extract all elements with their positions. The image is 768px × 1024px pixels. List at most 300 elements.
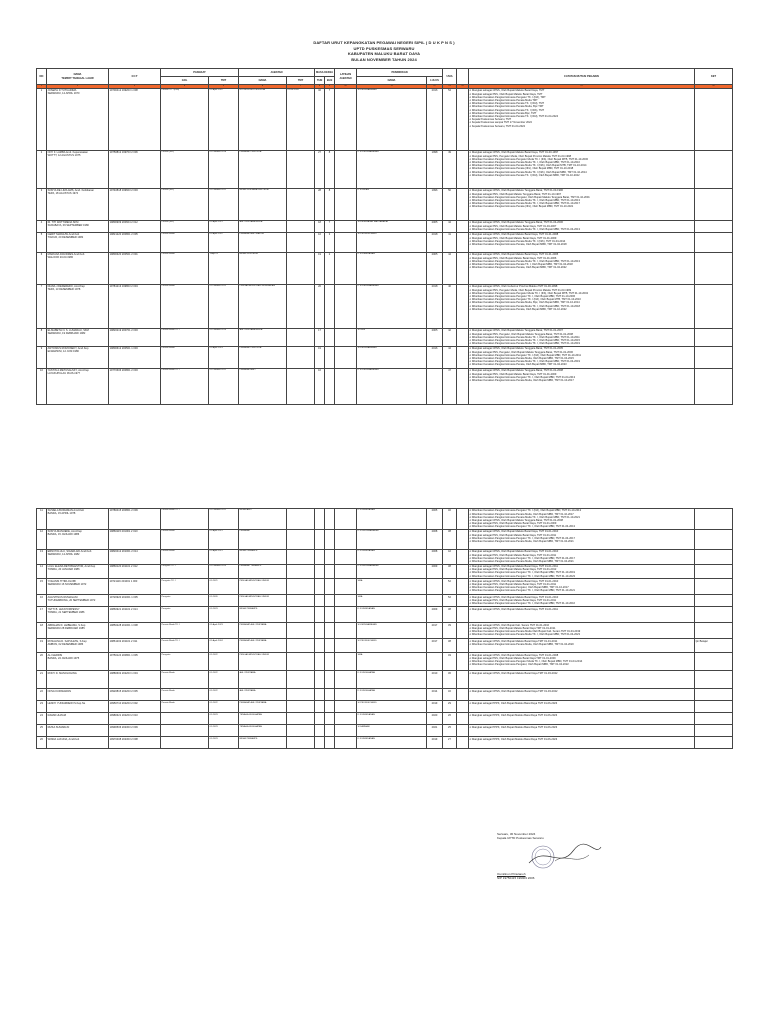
cell-no: 17 [37,607,47,623]
column-number: 15 [469,85,695,89]
cell-gol [161,713,209,725]
catatan-item: o Diangkat sebagai CPNS, Oleh Bupati Maluku Barat Daya TMT 01-03-2022 [470,690,694,693]
catatan-item: o Diberikan Kenaikan Pangkat Istimewa Penata Muda, Oleh Bupati MBD, TMT 01-04-2021 [470,560,694,563]
title-line-4: BULAN NOVEMBER TAHUN 2024 [351,56,417,62]
catatan-item: o Diangkat sebagai PNS, Pengatur, Oleh Bupati Maluku Tenggara Barat, TMT 01-01-2006 [470,351,694,354]
personnel-table-top [36,68,733,405]
cell-catatan [469,737,695,749]
cell-pendidikan: SI SKM [357,329,427,347]
cell-usia: 44 [443,221,457,233]
cell-thn [315,653,325,671]
cell-tmt: 01-Oktober-2019 [209,329,239,347]
cell-thn: 16 [315,233,325,253]
cell-jabatan: PERAWAT TERAMPIL [239,564,287,579]
cell-jabatan: PERAWAT PENYELIA [239,347,287,369]
catatan-item: o Diangkat sebagai PPPK, Oleh Bupati Maluku Barat Daya TMT 01-06-2023 [470,738,694,741]
catatan-item: o Diangkat sebagai CPNS, Oleh Bupati Maluku Barat Daya TMT 01-01-2011 [470,640,694,643]
table-row [37,639,733,653]
cell-bln [325,639,335,653]
cell-pendidikan: D III KESEHATAN [357,689,427,701]
cell-bln [325,713,335,725]
catatan-item: o Diberikan Kenaikan Pangkat Istimewa Pengatur TK. I, Oleh Bupati MBD, TMT 01-04-2017 [470,537,694,540]
catatan-item: o Diberikan Kenaikan Pangkat Istimewa Penata TK. I (III/d), TMT 01-04-2024 [470,115,694,118]
table-row [37,623,733,639]
catatan-item: o Diangkat sebagai PNS, Oleh Bupati Maluku Barat Daya TMT 01-01-2009 [470,657,694,660]
cell-catatan [469,151,695,189]
cell-spacer [457,701,469,713]
cell-nama-ttl: SERWARU 28 FEBRUARI 1985 [47,626,85,630]
catatan-item: o Diberikan Kenaikan Pangkat Istimewa Penata Muda TK. I, Oleh Bupati MBD, TMT 01-10-2017 [470,202,694,205]
cell-lulus: 2010 [427,671,443,689]
cell-nip: 19980321 202203 2 010 [109,713,161,725]
cell-jabatan: AHLI PERTAMA MUDA [239,221,287,233]
cell-jabatan: BIDAN TERAMPIL [239,737,287,749]
catatan-item: o Diberikan Kenaikan Pangkat Istimewa Pengatur TK. I (II/d), Oleh Bupati MBD, TMT 01-10-2011 [470,354,694,357]
catatan-item: o Diberikan Kenaikan Pangkat Istimewa Penata Muda TK. I (III/b), TMT 01-04-2014 [470,240,694,243]
catatan-item: o Diangkat sebagai CPNS, Oleh Bupati Maluku Barat Daya, TMT [470,89,694,92]
signature-nip: NIP 19750415 199903 2006 [497,876,535,880]
cell-catatan [469,725,695,737]
catatan-item: o Diangkat sebagai PNS, Pengatur Muda, Oleh Bupati Provinsi Maluku TMT 01-03-1999 [470,289,694,292]
col-header-nama-pendidikan: NAMA [357,77,427,85]
cell-tmt-jabatan [287,653,315,671]
cell-nama [47,607,109,623]
col-header-spacer [457,69,469,85]
cell-nama [47,653,109,671]
cell-nama-name: DIANA J.DEDEREDO, Amd.Kep [47,285,85,289]
cell-nama-name: ALI GERRIS [47,653,63,657]
catatan-item: o Diangkat sebagai PNS, Pengatur Muda, Oleh Bupati Provinsi Maluku TMT 01-03-1998 [470,155,694,158]
catatan-item: o Diangkat sebagai CPNS, Oleh Bupati Maluku Tenggara Barat, TMT 01-01-2005 [470,347,694,350]
cell-bln [325,623,335,639]
cell-no: 11 [37,509,47,530]
cell-catatan [469,550,695,565]
cell-tmt-jabatan [287,564,315,579]
cell-spacer [457,623,469,639]
cell-jabatan: BIDAN PENYELIA [239,253,287,285]
cell-bln: 8 [325,189,335,221]
cell-spacer [457,221,469,233]
col-header-tmt-jabatan: TMT [287,77,315,85]
cell-nip: 19860921 201101 2 014 [109,607,161,623]
cell-nama-name: WINDA LAKUNA, Amd.Keb [47,737,80,741]
cell-thn [315,623,325,639]
catatan-item: o Diangkat sebagai PNS, Oleh Bupati Maluku Barat Daya, TMT 01-01-2009 [470,237,694,240]
cell-latihan [335,623,357,639]
cell-spacer [457,347,469,369]
catatan-item: o Diberikan Kenaikan Pangkat Istimewa Penata Muda TK. I, Oleh Bupati MBD, TMT 01-10-2015 [470,339,694,342]
table-row [37,550,733,565]
cell-tmt-jabatan [287,623,315,639]
cell-nama [47,737,109,749]
cell-bln [325,725,335,737]
cell-usia: 38 [443,639,457,653]
cell-nama-name: ABRAHAM F. LEIBEAMA, S.Kep [47,623,86,627]
cell-nip: 19850228 201001 1 008 [109,623,161,639]
cell-nip: 19780415 200801 2 009 [109,509,161,530]
cell-ket [695,689,733,701]
cell-nama-name: NOVA KURNIAWAN [47,689,71,693]
cell-ket [695,579,733,595]
cell-tmt: 01-April-2021 [209,550,239,565]
cell-gol: Penata Muda [161,701,209,713]
catatan-item: o Diangkat sebagai CPNS, Oleh Bupati Maluku Barat Daya, TMT 01-01-2010 [470,580,694,583]
cell-spacer [457,737,469,749]
catatan-item: o Diberikan Kenaikan Pangkat Istimewa Penata TK. I (III/d), TMT [470,102,694,105]
cell-no: 19 [37,639,47,653]
catatan-item: o Diangkat sebagai PNS, Oleh Bupati Maluku Barat Daya, TMT 01-01-2011 [470,599,694,602]
cell-no: 22 [37,689,47,701]
cell-lulus: 2005 [427,253,443,285]
cell-nip: 19821220 200801 2 005 [109,233,161,253]
cell-gol [161,737,209,749]
cell-pendidikan: D III KEBIDANAN [357,607,427,623]
cell-jabatan: PERAWAT [239,530,287,550]
cell-pendidikan: SI KEPERAWATAN [357,89,427,151]
cell-nama-ttl: SERWARU, 12 APRIL 1970 [47,92,80,96]
cell-tmt-jabatan [287,253,315,285]
cell-catatan [469,564,695,579]
cell-bln [325,285,335,329]
cell-nip: 19750124 200801 1 005 [109,653,161,671]
cell-catatan [469,623,695,639]
cell-ket [695,737,733,749]
catatan-item: o Diangkat sebagai PNS, Oleh Bupati Maluku Barat Daya, TMT 01-01-2011 [470,554,694,557]
table-row [37,564,733,579]
cell-nama [47,189,109,221]
cell-no: 25 [37,725,47,737]
catatan-item: o Diangkat sebagai CPNS, Oleh Bupati Maluku Barat Daya, TMT 01-01-2010 [470,596,694,599]
cell-nama [47,623,109,639]
cell-nama-ttl: BANDA, 24 JANUARI 1975 [47,656,80,660]
cell-ket [695,89,733,151]
cell-lulus: 2018 [427,285,443,329]
cell-gol: Pengatur [161,653,209,671]
cell-jabatan: PENGADMINISTRASI KESEHATAN [239,285,287,329]
cell-tmt-jabatan [287,189,315,221]
table-row [37,285,733,329]
cell-latihan [335,89,357,151]
cell-gol: Pengatur TK. I [161,564,209,579]
cell-catatan [469,595,695,607]
catatan-item: o Diberikan Kenaikan Pangkat Istimewa Penata Muda TK. I, Oleh Bupati MBD, TMT 01-10-2013 [470,199,694,202]
cell-latihan [335,509,357,530]
cell-thn: 16 [315,369,325,405]
cell-bln [325,530,335,550]
catatan-item: o Diberikan Kenaikan Pangkat Istimewa Pengatur TK. I, Oleh Bupati MBD, TMT 01-04-2013 [470,376,694,379]
cell-catatan [469,329,695,347]
catatan-item: o Diangkat sebagai PNS, Oleh Bupati Maluku Barat Daya TMT 01-01-2011 [470,627,694,630]
cell-nama-name: SONYA MANUEKE, Amd.Kep [47,530,82,534]
cell-gol: Penata Muda TK. I [161,623,209,639]
cell-jabatan: PERAWAT AHLI PERTAMA [239,623,287,639]
cell-usia: 46 [443,509,457,530]
catatan-item: o Kepala Puskesmas Serwaru, TMT [470,118,694,121]
cell-nama [47,564,109,579]
cell-nama-ttl: WALOOR 20-03-1980 [47,256,74,260]
cell-lulus [427,653,443,671]
catatan-item: o Diangkat sebagai PPPK, Oleh Bupati Maluku Barat Daya TMT 01-06-2023 [470,714,694,717]
cell-thn: 26 [315,285,325,329]
cell-nama-ttl: TEPA, 13 DESEMBER 1978 [47,288,81,292]
table-row [37,329,733,347]
cell-gol: Penata (III/c) [161,221,209,233]
catatan-item: o Diangkat sebagai CPNS, Oleh Bupati Maluku Barat Daya, TMT 01-01-2010 [470,530,694,533]
cell-jabatan: PERAWAT AHLI [239,369,287,405]
cell-pendidikan: D III KEBIDANAN [357,253,427,285]
cell-spacer [457,689,469,701]
cell-no: 2 [37,151,47,189]
catatan-item: o Diangkat sebagai CPNS, Oleh Bupati Kab. Seram TMT 01-01-2010 [470,624,694,627]
cell-jabatan: PERAWAT PENYELIA [239,151,287,189]
cell-catatan [469,253,695,285]
cell-lulus: 2016 [427,347,443,369]
cell-pendidikan: SI PROFESI NERS [357,701,427,713]
catatan-item: o Diberikan Kenaikan Pangkat Istimewa Penata, Oleh Bupati MBD, TMT 01-04-2018 [470,243,694,246]
cell-thn [315,564,325,579]
cell-usia: 38 [443,564,457,579]
col-header-latihan: LATIHAN JABATAN [335,69,357,85]
cell-ket [695,653,733,671]
table-row [37,509,733,530]
cell-usia: 26 [443,713,457,725]
cell-thn [315,579,325,595]
cell-jabatan: AHLI PERTAMA [239,671,287,689]
cell-tmt: 01-April-2021 [209,221,239,233]
cell-tmt: 01-2023 [209,607,239,623]
table-row [37,671,733,689]
cell-ket [695,189,733,221]
cell-latihan [335,689,357,701]
cell-tmt: 01-April-2024 [209,639,239,653]
cell-jabatan: PERAWAT AHLI PERTAMA [239,639,287,653]
catatan-item: o Diberikan Kenaikan Pangkat Istimewa Pengatur, Oleh Bupati MBD, TMT 01-04-2022 [470,663,694,666]
cell-latihan [335,151,357,189]
cell-spacer [457,329,469,347]
cell-nama [47,285,109,329]
catatan-item: o Diangkat sebagai PPPK, Oleh Bupati Maluku Barat Daya TMT 01-06-2023 [470,726,694,729]
cell-bln [325,701,335,713]
cell-nip: 19700412 199203 1 008 [109,89,161,151]
cell-nama-name: RIZKA SUMARLIN [47,725,70,729]
catatan-item: o Diangkat sebagai PNS, Pengatur, Oleh Bupati Maluku Tenggara Barat, TMT 01-01-2008 [470,333,694,336]
cell-gol: Penata (III/c) [161,151,209,189]
cell-ket [695,221,733,233]
cell-latihan [335,329,357,347]
cell-tmt-jabatan [287,285,315,329]
cell-gol: Penata Tk. I (III/d) [161,89,209,151]
cell-bln [325,653,335,671]
cell-usia: 29 [443,701,457,713]
table-row [37,253,733,285]
cell-jabatan: BIDAN TERAMPIL [239,550,287,565]
table-row [37,607,733,623]
cell-thn [315,550,325,565]
cell-lulus: 2016 [427,89,443,151]
cell-latihan [335,564,357,579]
cell-spacer [457,233,469,253]
table-row [37,221,733,233]
cell-spacer [457,639,469,653]
cell-thn [315,737,325,749]
catatan-item: o Diangkat sebagai CPNS, Oleh Bupati Maluku Tenggara Barat, TMT 01-01-2007 [470,329,694,332]
cell-nip: 19990506 202303 2 009 [109,725,161,737]
cell-catatan [469,189,695,221]
cell-nip: 19920815 202203 2 005 [109,689,161,701]
cell-nama-ttl: TEPA, 18 AGUSTUS 1974 [47,192,79,196]
cell-tmt-jabatan [287,221,315,233]
cell-gol: Penata Muda [161,550,209,565]
cell-no: 26 [37,737,47,749]
col-header-nama-jabatan: NAMA [239,77,287,85]
catatan-item: o Diberikan Kenaikan Pangkat Istimewa Penata Muda TK. I, Oleh Bupati MBD, TMT 01-04-2023 [470,633,694,636]
col-header-bln: BLN [325,77,335,85]
cell-nama-name: ANTONIUS ROMONEKY, Amd.Kep [47,347,89,351]
cell-usia: 54 [443,89,457,151]
cell-tmt: 01-Oktober-2018 [209,151,239,189]
cell-usia: 39 [443,623,457,639]
cell-latihan [335,713,357,725]
cell-nip: 19800612 200501 1 003 [109,347,161,369]
catatan-item: o Diangkat sebagai PNS, Oleh Bupati Maluku Barat Daya, TMT 01-01-2011 [470,583,694,586]
cell-jabatan: PENGADMINISTRASI UMUM [239,579,287,595]
cell-thn [315,689,325,701]
catatan-item: o Diberikan Kenaikan Pangkat Istimewa Pengatur Muda TK. I, Oleh Bupati MBD, TMT 01-04-2014 [470,660,694,663]
cell-no: 20 [37,653,47,671]
handwritten-signature-icon [515,843,605,871]
cell-nama-ttl: WOTTT, 12 AGUSTUS 1975 [47,154,81,158]
cell-nama [47,671,109,689]
cell-spacer [457,89,469,151]
cell-pendidikan: SI PROFESI NERS [357,233,427,253]
cell-thn: 32 [315,89,325,151]
cell-tmt-jabatan [287,347,315,369]
cell-tmt: 01-Oktober-2021 [209,509,239,530]
cell-tmt: 01-2021 [209,579,239,595]
cell-ket [695,725,733,737]
cell-lulus: 2009 [427,607,443,623]
cell-nama [47,509,109,530]
cell-nama-ttl: BANDA, 15 APRIL 1978 [47,512,76,516]
column-number: 6 [239,85,287,89]
cell-bln [325,509,335,530]
cell-ket [695,550,733,565]
cell-thn [315,713,325,725]
column-number: 5 [209,85,239,89]
cell-gol: Penata Muda [161,689,209,701]
signature-name: Oumilinun Pitnulanoh [497,872,526,876]
cell-nama-ttl: SURABAYA, 09 SEPTEMBER 1980 [47,224,89,228]
cell-thn: 19 [315,253,325,285]
cell-lulus: 2018 [427,233,443,253]
catatan-item: o Diangkat sebagai CPNS, Oleh Bupati Maluku Barat Daya, TMT 01-01-2008 [470,654,694,657]
catatan-item: o Diberikan Kenaikan Pangkat Istimewa Penata Muda TK. I (III/b), Oleh Bupati MBD, TMT 01-10-2014 [470,171,694,174]
cell-spacer [457,564,469,579]
cell-pendidikan: D III KEBIDANAN [357,713,427,725]
cell-nama [47,329,109,347]
catatan-item: o Diberikan Kenaikan Pangkat Istimewa Penata Muda, Oleh Bupati MBD, TMT 01-04-2021 [470,540,694,543]
column-number: 10 [335,85,357,89]
table-row [37,89,733,151]
cell-gol: Penata Muda TK. I [161,639,209,653]
cell-nama-name: LENNY YUNIARDEWI S.Kep.Ns [47,701,86,705]
cell-no: 14 [37,564,47,579]
cell-pendidikan: SMA [357,595,427,607]
cell-lulus [427,595,443,607]
cell-spacer [457,595,469,607]
cell-catatan [469,89,695,151]
cell-pendidikan: SMA [357,579,427,595]
cell-nama [47,89,109,151]
cell-pendidikan: D III BIDAN [357,189,427,221]
col-header-thn: THN [315,77,325,85]
cell-usia: 38 [443,530,457,550]
cell-tmt: 01-2022 [209,701,239,713]
catatan-item: o Diberikan Kenaikan Pangkat Istimewa Penata Bpc, TMT [470,112,694,115]
catatan-item: o Diangkat sebagai PNS, Oleh Bupati Maluku Barat Daya, TMT 01-01-2012 [470,568,694,571]
column-number: 4 [161,85,209,89]
catatan-item: o Diangkat sebagai PNS, Oleh Bupati Maluku Barat Daya, TMT 01-01-2006 [470,257,694,260]
cell-catatan [469,579,695,595]
catatan-item: o Kepala Puskesmas Serwaru, TMT 01-04-2022 [470,125,694,128]
cell-bln [325,347,335,369]
cell-nama [47,221,109,233]
cell-lulus: 2008 [427,550,443,565]
cell-ket [695,623,733,639]
cell-nip: 19800320 200501 2 001 [109,253,161,285]
cell-no: 18 [37,623,47,639]
cell-ket [695,347,733,369]
cell-jabatan: BIDAN PERTAMA PENYELIA [239,189,287,221]
catatan-item: o Diberikan Kenaikan Pangkat Istimewa Penata Muda TK. I, Oleh Bupati MBD, TMT 01-10-2010 [470,161,694,164]
catatan-item: o Diberikan Kenaikan Pangkat Istimewa Penata (III/c), Oleh Bupati MBD, TMT 01-10-2021 [470,205,694,208]
cell-catatan [469,530,695,550]
catatan-item: o Diberikan Kenaikan Pangkat Istimewa Pengatur TK. I, Oleh Bupati MBD, TMT 01-10-2016 [470,602,694,605]
cell-bln: 3 [325,233,335,253]
table-row [37,189,733,221]
cell-nama-ttl: ELWARSINI, 12 JUNI 1980 [47,350,79,354]
cell-latihan [335,737,357,749]
column-number: 7 [287,85,315,89]
cell-nama [47,347,109,369]
cell-bln [325,671,335,689]
table-row [37,151,733,189]
cell-no: 16 [37,595,47,607]
cell-latihan [335,189,357,221]
cell-jabatan: TENAGA KESEHATAN [239,713,287,725]
cell-spacer [457,550,469,565]
column-number: 16 [695,85,733,89]
cell-thn [315,671,325,689]
cell-usia: 49 [443,151,457,189]
catatan-item: o Diberikan Kenaikan Pangkat Istimewa Penata Muda TK. I, Oleh Bupati MBD, TMT 01-10-2013 [470,260,694,263]
cell-bln: 7 [325,221,335,233]
cell-nama-name: ROSALINA D. SAPULETE, S.Kep [47,639,87,643]
catatan-item: o Diberikan Kenaikan Pangkat Istimewa Penata Muda, Oleh Bupati MBD, TMT 01-10-2017 [470,379,694,382]
col-header-ttl-label: TEMPAT TANGGAL LAHIR [61,76,94,80]
cell-nama-name: LULU ELENA RETOBLESTOR, Amd.Kep [47,564,96,568]
cell-tmt: 01-2023 [209,725,239,737]
cell-no: 9 [37,347,47,369]
catatan-item: o Diangkat sebagai CPNS, Oleh Bupati Maluku Tenggara Barat, TMT 01-01-2008 [470,369,694,372]
cell-catatan [469,607,695,623]
signature-block [497,832,544,840]
cell-bln [325,737,335,749]
cell-spacer [457,285,469,329]
catatan-item: o Diangkat sebagai CPNS, Oleh Gubernur Provinsi Maluku TMT 01-03-1998 [470,285,694,288]
signature-name-block [497,872,534,880]
table-row [37,369,733,405]
